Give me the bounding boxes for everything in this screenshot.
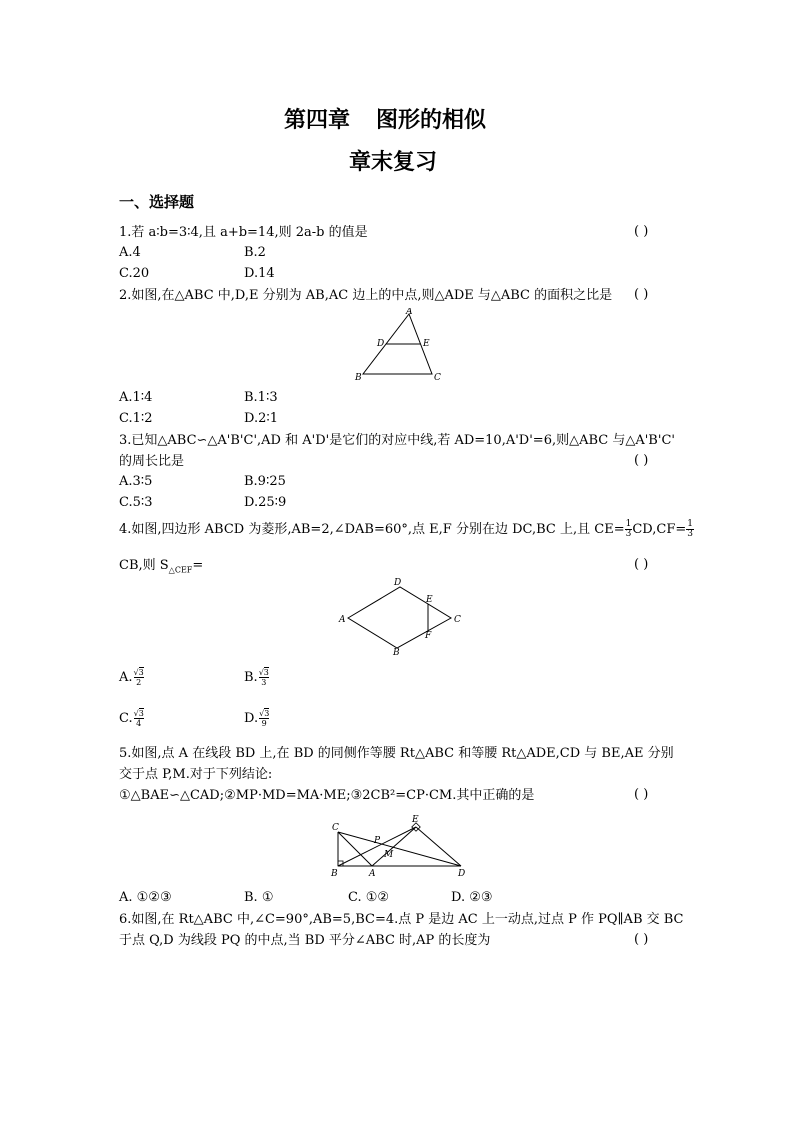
question-3-text-line1: 3.已知△ABC∽△A'B'C',AD 和 A'D'是它们的对应中线,若 AD=10,A'D'=6,则△ABC 与△A'B'C' [119, 433, 675, 448]
q3-option-c: C.5∶3 [119, 495, 153, 510]
question-2-text: 2.如图,在△ABC 中,D,E 分别为 AB,AC 边上的中点,则△ADE 与△ABC 的面积之比是 [119, 288, 613, 303]
q4-subscript: △CEF [168, 565, 193, 575]
label-d: D [377, 339, 385, 349]
q4-option-b [244, 668, 269, 687]
label-a: A [406, 308, 413, 317]
frac-den-2: 3 [687, 529, 693, 539]
q3-option-d: D.25∶9 [244, 495, 287, 510]
sqrt-den: 4 [136, 719, 142, 728]
frac-num-2: 1 [687, 519, 693, 529]
q3-option-b: B.9∶25 [244, 474, 286, 489]
sqrt-fraction-a [134, 668, 144, 687]
label-f: F [425, 631, 432, 641]
q2-option-a: A.1∶4 [119, 390, 153, 405]
label-b: B [331, 869, 338, 879]
sqrt-fraction-d [259, 709, 269, 728]
q4-text-prefix: 4.如图,四边形 ABCD 为菱形,AB=2,∠DAB=60°,点 E,F 分别在边 DC,BC 上,且 CE= [119, 522, 625, 537]
q2-option-b: B.1∶3 [244, 390, 278, 405]
q3-option-a: A.3∶5 [119, 474, 153, 489]
q1-option-d: D.14 [244, 266, 275, 281]
chapter-title: 图形的相似 [376, 108, 487, 133]
label-e: E [423, 339, 430, 349]
sqrt-den: 2 [136, 678, 142, 687]
q5-option-d: D. ②③ [451, 890, 493, 905]
q4-option-d-label: D. [244, 711, 259, 726]
label-e: E [412, 815, 419, 825]
label-c: C [332, 823, 339, 833]
sqrt-radicand: 3 [138, 709, 144, 718]
frac-den: 3 [625, 529, 632, 539]
sqrt-fraction-b [259, 668, 269, 687]
q5-triangles-figure [328, 810, 468, 880]
q4-text-line2: CB,则 S [119, 558, 169, 573]
sqrt-fraction-c [134, 709, 144, 728]
label-a: A [369, 869, 376, 879]
q4-option-b-label: B. [244, 670, 258, 685]
question-6-text-line2: 于点 Q,D 为线段 PQ 的中点,当 BD 平分∠ABC 时,AP 的长度为 [119, 933, 491, 948]
chapter-heading [284, 103, 486, 134]
q4-option-c [119, 709, 144, 728]
question-4-text-line2 [119, 557, 203, 579]
q5-option-a: A. ①②③ [119, 890, 172, 905]
question-5-text-line1: 5.如图,点 A 在线段 BD 上,在 BD 的同侧作等腰 Rt△ABC 和等腰 Rt△ADE,CD 与 BE,AE 分别 [119, 746, 674, 761]
question-1-text: 1.若 a∶b=3∶4,且 a+b=14,则 2a-b 的值是 [119, 225, 368, 240]
q1-option-b: B.2 [244, 245, 266, 260]
q2-triangle-figure [345, 308, 445, 384]
q1-option-c: C.20 [119, 266, 150, 281]
question-3-text-line2: 的周长比是 [119, 454, 185, 469]
question-4-text-line1 [119, 520, 694, 539]
answer-paren-5: ( ) [634, 787, 649, 802]
sqrt-den: 9 [261, 719, 267, 728]
answer-paren-2: ( ) [634, 287, 649, 302]
answer-paren-6: ( ) [634, 932, 649, 947]
label-m: M [384, 850, 394, 860]
q2-option-c: C.1∶2 [119, 411, 153, 426]
label-d: D [458, 869, 466, 879]
segment-be [338, 827, 416, 866]
fraction-one-third-2 [686, 520, 694, 539]
label-d: D [394, 578, 402, 588]
sqrt-num: √3 [133, 709, 144, 718]
question-5-text-line3: ①△BAE∽△CAD;②MP·MD=MA·ME;③2CB²=CP·CM.其中正确的是 [119, 788, 535, 803]
label-b: B [393, 648, 400, 656]
sqrt-den: 3 [261, 678, 267, 687]
q4-text-eq: = [192, 558, 204, 573]
q5-option-b: B. ① [244, 890, 274, 905]
answer-paren-3: ( ) [634, 453, 649, 468]
label-c: C [434, 373, 441, 383]
q4-rhombus-figure [334, 576, 464, 656]
segment-cd [338, 832, 461, 866]
label-c: C [454, 615, 461, 625]
label-p: P [374, 836, 381, 846]
q4-option-c-label: C. [119, 711, 133, 726]
segment-ae [372, 827, 416, 866]
q5-option-c: C. ①② [348, 890, 390, 905]
q1-option-a: A.4 [119, 245, 141, 260]
sqrt-radicand: 3 [264, 709, 270, 718]
label-e: E [426, 595, 433, 605]
frac-num: 1 [625, 519, 632, 529]
sqrt-radicand: 3 [263, 668, 269, 677]
question-5-text-line2: 交于点 P,M.对于下列结论: [119, 767, 273, 782]
page-subtitle: 章末复习 [349, 150, 438, 175]
label-b: B [355, 373, 362, 383]
answer-paren-1: ( ) [634, 224, 649, 239]
q4-option-a [119, 668, 144, 687]
chapter-number: 第四章 [284, 108, 351, 133]
sqrt-radicand: 3 [138, 668, 144, 677]
rhombus-abcd [348, 587, 451, 648]
sqrt-num: √3 [133, 668, 144, 677]
q4-option-d [244, 709, 269, 728]
sqrt-num: √3 [258, 668, 269, 677]
section-title: 一、选择题 [119, 193, 195, 211]
question-6-text-line1: 6.如图,在 Rt△ABC 中,∠C=90°,AB=5,BC=4.点 P 是边 AC 上一动点,过点 P 作 PQ∥AB 交 BC [119, 912, 684, 927]
sqrt-num: √3 [259, 709, 270, 718]
q2-option-d: D.2∶1 [244, 411, 279, 426]
label-a: A [339, 615, 346, 625]
q4-text-mid: CD,CF= [632, 522, 687, 537]
answer-paren-4: ( ) [634, 557, 649, 572]
q4-option-a-label: A. [119, 670, 133, 685]
